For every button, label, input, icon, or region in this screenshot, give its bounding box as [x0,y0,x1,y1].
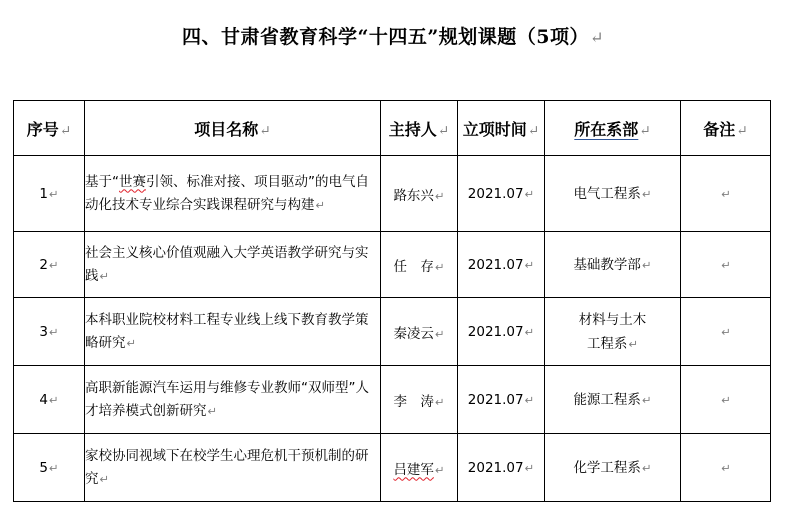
cell-host: 吕建军↵ [381,434,458,502]
cell-note: ↵ [681,232,771,298]
cell-host: 任 存↵ [381,232,458,298]
cell-project-name: 本科职业院校材料工程专业线上线下教育教学策略研究↵ [85,298,381,366]
cell-note: ↵ [681,366,771,434]
header-no: 序号↵ [14,101,85,156]
spellcheck-flag: 世赛 [119,173,146,190]
header-approval-time: 立项时间↵ [458,101,545,156]
cell-no: 1↵ [14,156,85,232]
cell-project-name: 基于“世赛引领、标准对接、项目驱动”的电气自动化技术专业综合实践课程研究与构建↵ [85,156,381,232]
table-row [14,156,771,232]
cell-project-name: 家校协同视域下在校学生心理危机干预机制的研究↵ [85,434,381,502]
cell-department: 材料与土木工程系↵ [545,298,681,366]
paragraph-mark-icon: ↵ [590,28,605,47]
cell-no: 2↵ [14,232,85,298]
document-title-text: 四、甘肃省教育科学“十四五”规划课题（5项） [181,26,590,48]
cell-department: 电气工程系↵ [545,156,681,232]
cell-time: 2021.07↵ [458,156,545,232]
cell-note: ↵ [681,434,771,502]
table-row [14,298,771,366]
projects-table [13,100,771,502]
table-row [14,434,771,502]
cell-time: 2021.07↵ [458,434,545,502]
header-note: 备注↵ [681,101,771,156]
cell-host: 秦凌云↵ [381,298,458,366]
cell-department: 化学工程系↵ [545,434,681,502]
cell-project-name: 社会主义核心价值观融入大学英语教学研究与实践↵ [85,232,381,298]
cell-department: 基础教学部↵ [545,232,681,298]
table-row [14,366,771,434]
document-title [0,22,786,49]
cell-time: 2021.07↵ [458,232,545,298]
header-project-name: 项目名称↵ [85,101,381,156]
header-department: 所在系部↵ [545,101,681,156]
cell-host: 路东兴↵ [381,156,458,232]
header-host: 主持人↵ [381,101,458,156]
cell-note: ↵ [681,156,771,232]
cell-note: ↵ [681,298,771,366]
cell-no: 3↵ [14,298,85,366]
cell-no: 5↵ [14,434,85,502]
cell-project-name: 高职新能源汽车运用与维修专业教师“双师型”人才培养模式创新研究↵ [85,366,381,434]
table-header-row [14,101,771,156]
cell-no: 4↵ [14,366,85,434]
cell-host: 李 涛↵ [381,366,458,434]
cell-department: 能源工程系↵ [545,366,681,434]
cell-time: 2021.07↵ [458,366,545,434]
table-row [14,232,771,298]
spellcheck-flag: 吕建军 [393,461,434,478]
cell-time: 2021.07↵ [458,298,545,366]
